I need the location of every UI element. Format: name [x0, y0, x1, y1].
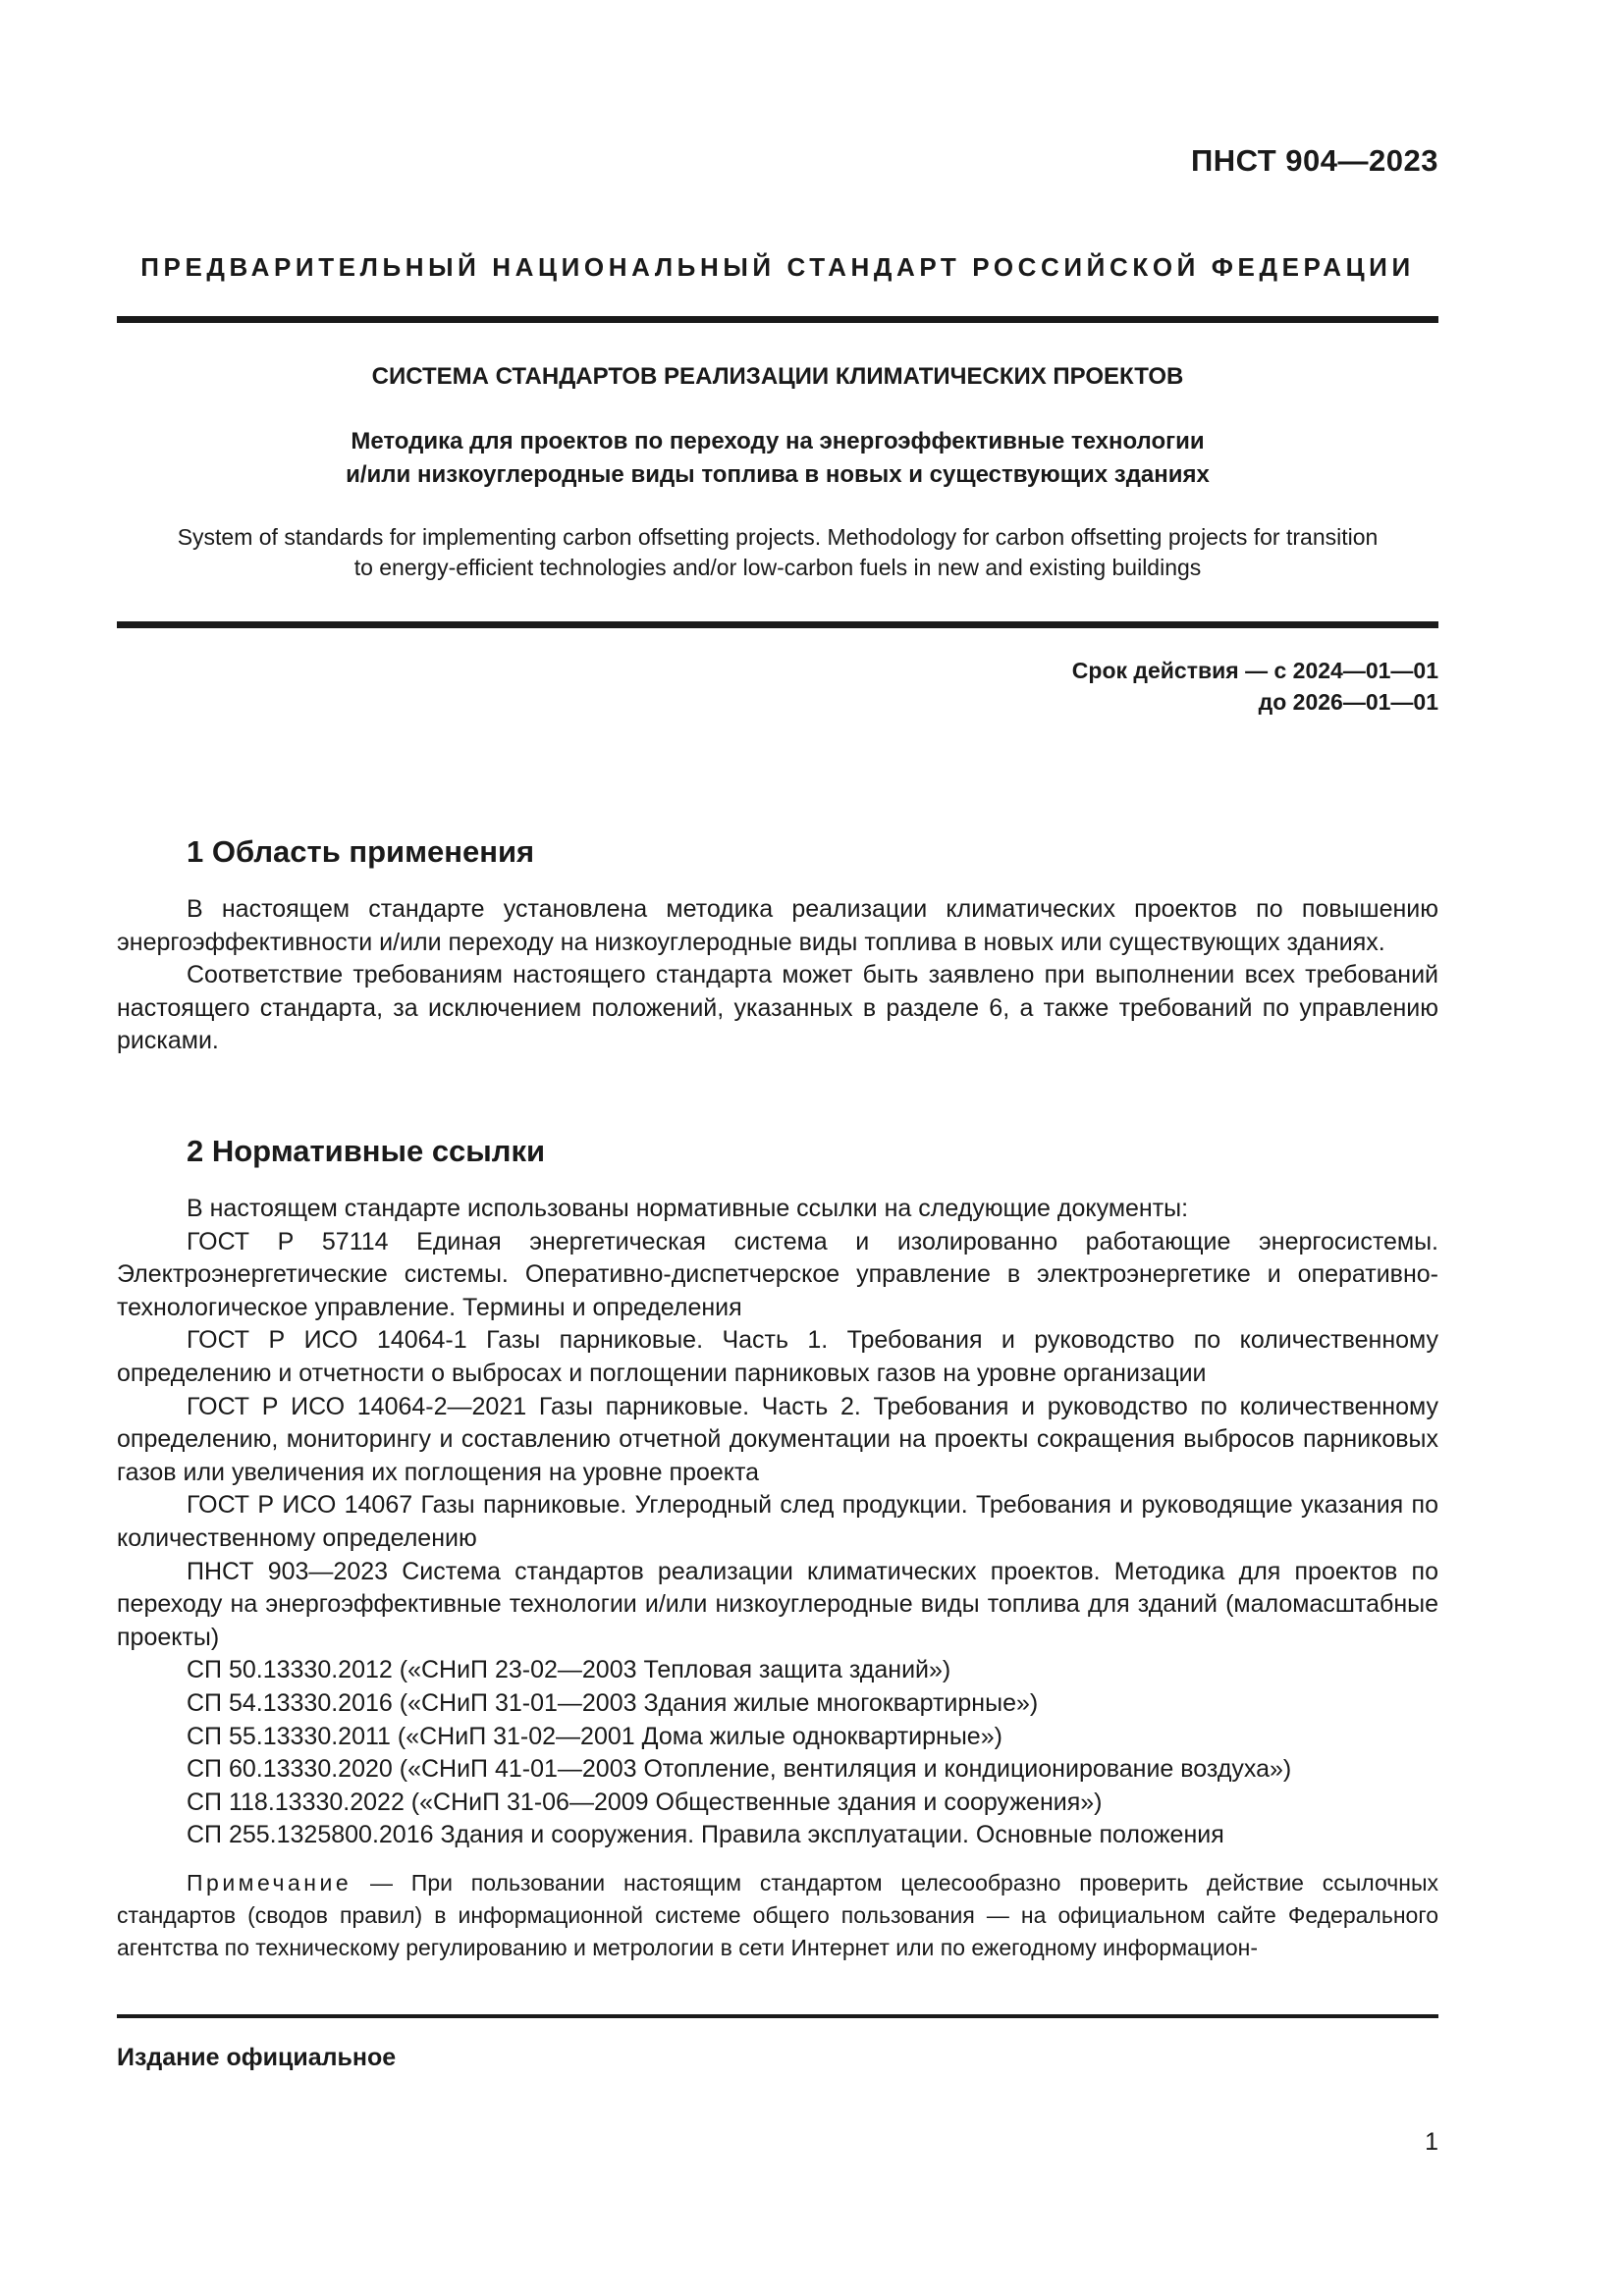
footer-rule — [117, 2014, 1438, 2018]
reference-item: СП 50.13330.2012 («СНиП 23-02—2003 Тепловая защита зданий») — [187, 1656, 951, 1684]
validity-from: Срок действия — с 2024—01—01 — [1071, 658, 1438, 683]
reference-item: ГОСТ Р ИСО 14067 Газы парниковые. Углеродный след продукции. Требования и руководящие указания по количественному определению — [117, 1491, 1438, 1552]
header-rule — [117, 316, 1438, 323]
note-text: — При пользовании настоящим стандартом целесообразно проверить действие ссылочных стандартов (сводов правил) в информационной системе общего пользования — на официальном сайте Федерального агентства по техническому регулированию и метрологии в сети Интернет или по ежегодному информацион- — [117, 1870, 1438, 1960]
title-rule — [117, 621, 1438, 628]
english-title-line-1: System of standards for implementing carbon offsetting projects. Methodology for carbon offsetting projects for transition — [177, 524, 1379, 550]
reference-item: ГОСТ Р ИСО 14064-1 Газы парниковые. Часть 1. Требования и руководство по количественному определению и отчетности о выбросах и поглощении парниковых газов на уровне организации — [117, 1326, 1438, 1387]
section-1-paragraph-1: В настоящем стандарте установлена методика реализации климатических проектов по повышению энергоэффективности и/или переходу на низкоуглеродные виды топлива в новых или существующих зданиях. — [117, 895, 1438, 956]
reference-item: СП 118.13330.2022 («СНиП 31-06—2009 Общественные здания и сооружения») — [187, 1788, 1103, 1816]
official-edition-label: Издание официальное — [117, 2044, 397, 2071]
english-title — [117, 522, 1438, 583]
russian-title-line-1: Методика для проектов по переходу на энергоэффективные технологии — [351, 428, 1205, 454]
reference-item: ГОСТ Р 57114 Единая энергетическая система и изолированно работающие энергосистемы. Электроэнергетические системы. Оперативно-диспетчерское управление в электроэнергетике и оперативно-технологическое управление. Термины и определения — [117, 1227, 1438, 1321]
validity-period — [1072, 655, 1438, 718]
page-number: 1 — [1425, 2128, 1438, 2156]
validity-to: до 2026—01—01 — [1258, 689, 1438, 715]
section-1-paragraph-2: Соответствие требованиям настоящего стандарта может быть заявлено при выполнении всех требований настоящего стандарта, за исключением положений, указанных в разделе 6, а также требований по управлению рисками. — [117, 961, 1438, 1055]
english-title-line-2: to energy-efficient technologies and/or low-carbon fuels in new and existing buildings — [353, 555, 1202, 580]
russian-title-line-2: и/или низкоуглеродные виды топлива в новых и существующих зданиях — [346, 461, 1210, 488]
section-2-body — [117, 1193, 1438, 1852]
section-2-note — [117, 1867, 1438, 1964]
reference-item: ГОСТ Р ИСО 14064-2—2021 Газы парниковые. Часть 2. Требования и руководство по количественному определению, мониторингу и составлению отчетной документации на проекты сокращения выбросов парниковых газов или увеличения их поглощения на уровне проекта — [117, 1392, 1438, 1486]
document-code: ПНСТ 904—2023 — [1190, 143, 1438, 178]
reference-item: СП 60.13330.2020 («СНиП 41-01—2003 Отопление, вентиляция и кондиционирование воздуха») — [187, 1755, 1292, 1784]
section-1-body — [117, 893, 1438, 1058]
reference-item: ПНСТ 903—2023 Система стандартов реализации климатических проектов. Методика для проектов по переходу на энергоэффективные технологии и/или низкоуглеродные виды топлива для зданий (маломасштабные проекты) — [117, 1557, 1438, 1651]
russian-title — [117, 425, 1438, 492]
section-1-heading: 1 Область применения — [187, 834, 535, 869]
standards-series-title: СИСТЕМА СТАНДАРТОВ РЕАЛИЗАЦИИ КЛИМАТИЧЕСКИХ ПРОЕКТОВ — [371, 363, 1184, 390]
reference-item: СП 255.1325800.2016 Здания и сооружения. Правила эксплуатации. Основные положения — [187, 1821, 1224, 1849]
section-2-intro: В настоящем стандарте использованы нормативные ссылки на следующие документы: — [187, 1195, 1189, 1222]
document-type-banner: ПРЕДВАРИТЕЛЬНЫЙ НАЦИОНАЛЬНЫЙ СТАНДАРТ РОССИЙСКОЙ ФЕДЕРАЦИИ — [140, 252, 1415, 282]
reference-item: СП 54.13330.2016 («СНиП 31-01—2003 Здания жилые многоквартирные») — [187, 1688, 1039, 1717]
section-2-heading: 2 Нормативные ссылки — [187, 1134, 546, 1168]
note-label: Примечание — [187, 1870, 352, 1896]
note-paragraph — [117, 1867, 1438, 1964]
reference-item: СП 55.13330.2011 («СНиП 31-02—2001 Дома жилые одноквартирные») — [187, 1722, 1002, 1750]
